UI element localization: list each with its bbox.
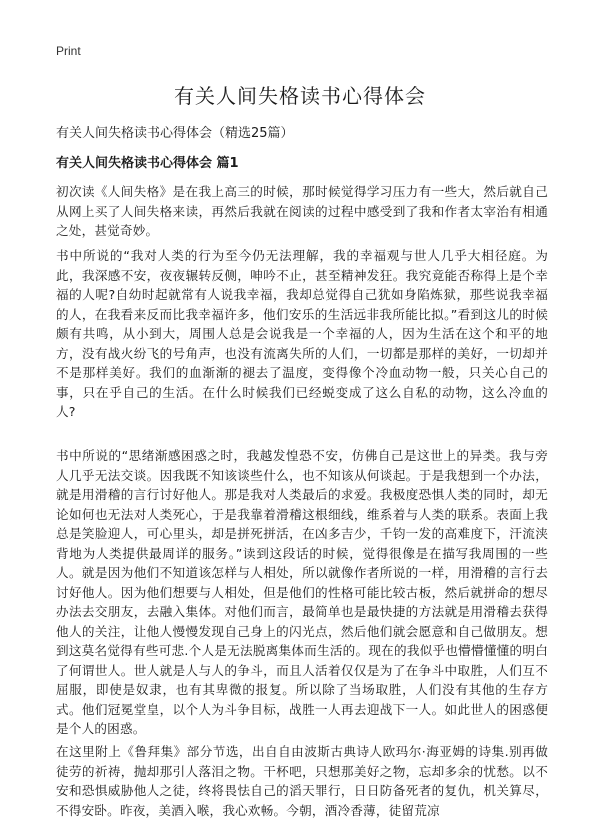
body-paragraph: 初次读《人间失格》是在我上高三的时候，那时候觉得学习压力有一些大，然后就自己从网上买了人间失格来读，再然后我就在阅读的过程中感受到了我和作者太宰治有相通之处，甚觉奇妙。 bbox=[56, 184, 548, 238]
body-paragraph: 在这里附上《鲁拜集》部分节选，出自自由波斯古典诗人欧玛尔·海亚姆的诗集.别再做徒劳的祈祷，抛却那引人落泪之物。干杯吧，只想那美好之物，忘却多余的忧愁。以不安和恐惧威胁他人之徒，终将畏怯自己的滔天罪行，日日防备死者的复仇，机关算尽，不得安卧。昨夜，美酒入喉，我心欢畅。今朝，酒冷香薄，徒留荒凉 bbox=[56, 744, 548, 818]
document-subtitle: 有关人间失格读书心得体会（精选25篇） bbox=[56, 126, 294, 141]
section-heading: 有关人间失格读书心得体会 篇1 bbox=[56, 156, 239, 171]
print-label: Print bbox=[56, 44, 81, 58]
page-title: 有关人间失格读书心得体会 bbox=[174, 84, 426, 108]
body-paragraph: 书中所说的“思绪渐感困惑之时，我越发惶恐不安，仿佛自己是这世上的异类。我与旁人几乎无法交谈。因我既不知该谈些什么，也不知该从何谈起。于是我想到一个办法，就是用滑稽的言行讨好他人。那是我对人类最后的求爱。我极度恐惧人类的同时，却无论如何也无法对人类死心，于是我靠着滑稽这根细线，维系着与人类的联系。表面上我总是笑脸迎人，可心里头，却是拼死拼活，在凶多吉少，千钧一发的高难度下，汗流浃背地为人类提供最周详的服务。”读到这段话的时候，觉得很像是在描写我周围的一些人。就是因为他们不知道该怎样与人相处，所以就像作者所说的一样，用滑稽的言行去讨好他人。因为他们想要与人相处，但是他们的性格可能比较古板，然后就拼命的想尽办法去交朋友，去融入集体。对他们而言，最简单也是最快捷的方法就是用滑稽去获得他人的关注，让他人慢慢发现自己身上的闪光点，然后他们就会愿意和自己做朋友。想到这莫名觉得有些可悲.个人是无法脱离集体而生活的。现在的我似乎也懵懵懂懂的明白了何谓世人。世人就是人与人的争斗，而且人活着仅仅是为了在争斗中取胜，人们互不屈服，即使是奴隶，也有其卑微的报复。所以除了当场取胜，人们没有其他的生存方式。他们冠冕堂皇，以个人为斗争目标，战胜一人再去迎战下一人。如此世人的困惑便是个人的困惑。 bbox=[56, 448, 548, 736]
body-paragraph: 书中所说的“我对人类的行为至今仍无法理解，我的幸福观与世人几乎大相径庭。为此，我深感不安，夜夜辗转反侧，呻吟不止，甚至精神发狂。我究竟能否称得上是个幸福的人呢?自幼时起就常有人说我幸福，我却总觉得自己犹如身陷炼狱，那些说我幸福的人，在我看来反而比我幸福许多，他们安乐的生活远非我所能比拟。”看到这儿的时候颇有共鸣，从小到大，周围人总是会说我是一个幸福的人，因为生活在这个和平的地方，没有战火纷飞的号角声，也没有流离失所的人们，一切都是那样的美好，一切却并不是那样美好。我们的血渐渐的褪去了温度，变得像个冷血动物一般，只关心自己的事，只在乎自己的生活。在什么时候我们已经蜕变成了这么自私的动物，这么冷血的人? bbox=[56, 248, 548, 419]
